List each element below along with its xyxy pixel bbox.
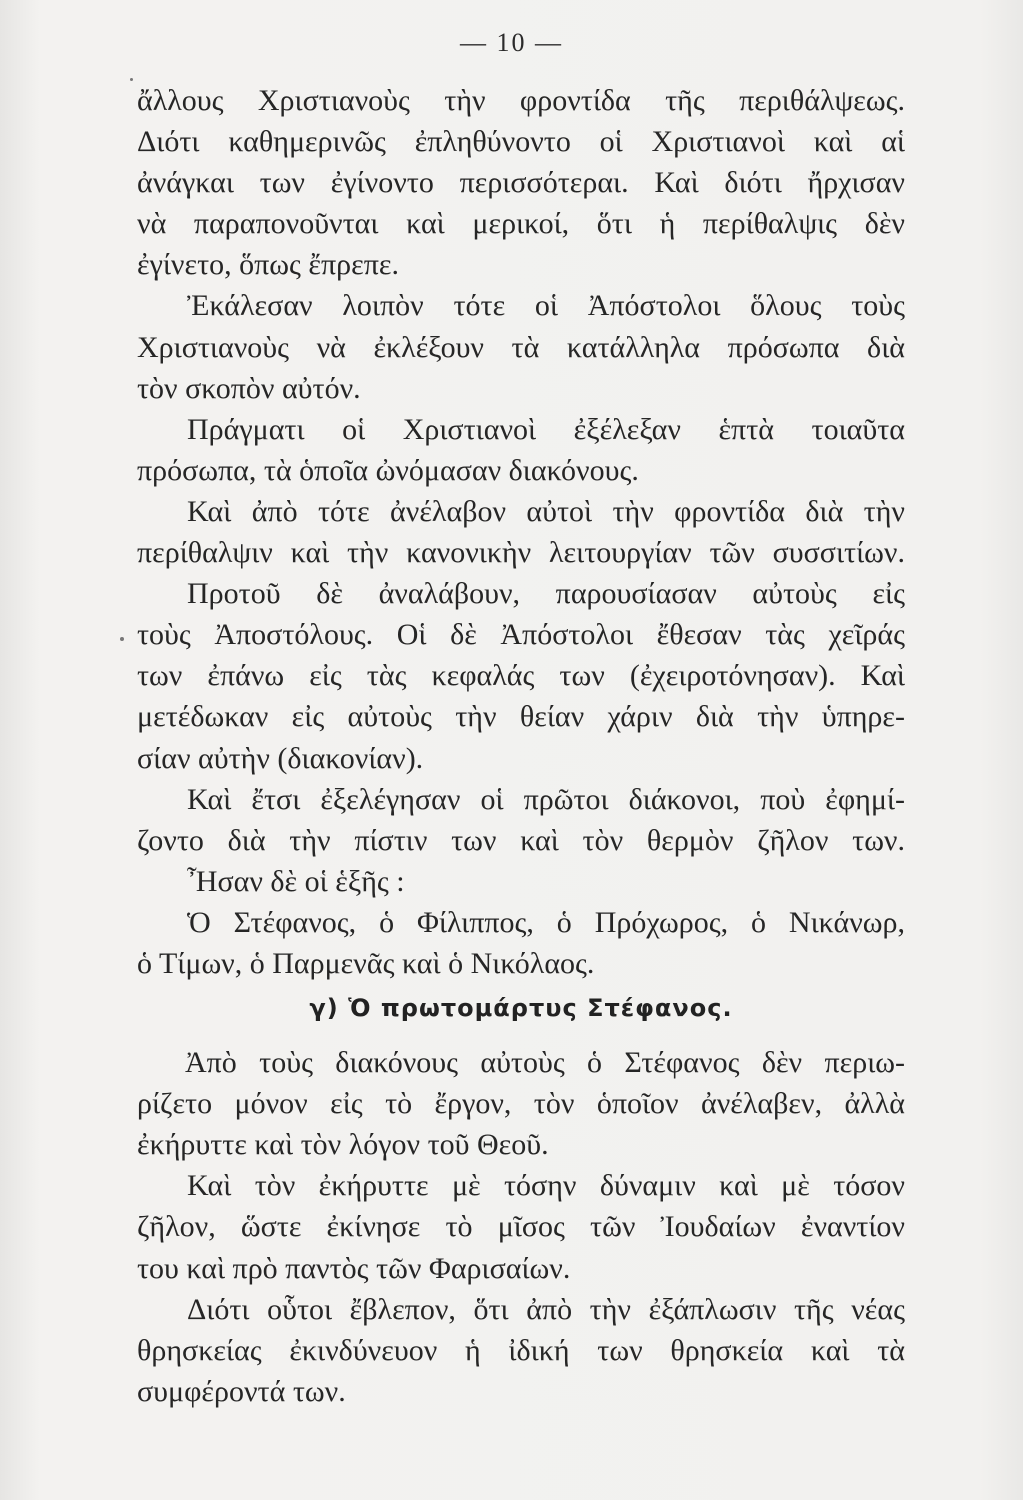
paragraph-first-line: Προτοῦ δὲ ἀναλάβουν, παρουσίασαν αὐτοὺς εἰς xyxy=(187,577,905,611)
text-line: ἀνάγκαι των ἐγίνοντο περισσότεραι. Καὶ διότι ἤρχισαν xyxy=(137,166,905,200)
text-line: του καὶ πρὸ παντὸς τῶν Φαρισαίων. xyxy=(137,1251,571,1285)
text-line: Χριστιανοὺς νὰ ἐκλέξουν τὰ κατάλληλα πρόσωπα διὰ xyxy=(137,330,905,364)
section-heading: γ) Ὁ πρωτομάρτυς Στέφανος. xyxy=(309,994,733,1023)
text-line: ζῆλον, ὥστε ἐκίνησε τὸ μῖσος τῶν Ἰουδαίων ἐναντίον xyxy=(137,1210,905,1244)
text-line: τοὺς Ἀποστόλους. Οἱ δὲ Ἀπόστολοι ἔθεσαν τὰς χεῖράς xyxy=(137,618,905,652)
text-line: πρόσωπα, τὰ ὁποῖα ὠνόμασαν διακόνους. xyxy=(137,453,639,487)
paragraph-first-line: Πράγματι οἱ Χριστιανοὶ ἐξέλεξαν ἑπτὰ τοιαῦτα xyxy=(187,412,905,446)
text-line: Διότι καθημερινῶς ἐπληθύνοντο οἱ Χριστιανοὶ καὶ αἱ xyxy=(137,125,905,159)
text-line: ὁ Τίμων, ὁ Παρμενᾶς καὶ ὁ Νικόλαος. xyxy=(137,946,595,980)
paragraph-first-line: Ἐκάλεσαν λοιπὸν τότε οἱ Ἀπόστολοι ὅλους τοὺς xyxy=(187,289,905,323)
text-line: των ἐπάνω εἰς τὰς κεφαλάς των (ἐχειροτόνησαν). Καὶ xyxy=(137,659,905,693)
page-number: — 10 — xyxy=(460,28,563,57)
text-line: νὰ παραπονοῦνται καὶ μερικοί, ὅτι ἡ περίθαλψις δὲν xyxy=(137,207,905,241)
body-text xyxy=(137,80,905,1412)
paragraph-first-line: Διότι οὗτοι ἔβλεπον, ὅτι ἀπὸ τὴν ἐξάπλωσιν τῆς νέας xyxy=(187,1292,905,1326)
text-line: ἐγίνετο, ὅπως ἔπρεπε. xyxy=(137,248,399,282)
text-line: ζοντο διὰ τὴν πίστιν των καὶ τὸν θερμὸν ζῆλον των. xyxy=(137,823,905,857)
text-line: τὸν σκοπὸν αὐτόν. xyxy=(137,371,361,405)
paragraph-first-line: Καὶ τὸν ἐκήρυττε μὲ τόσην δύναμιν καὶ μὲ τόσον xyxy=(187,1169,905,1203)
paragraph-first-line: Ἦσαν δὲ οἱ ἑξῆς : xyxy=(187,864,405,898)
text-line: θρησκείας ἐκινδύνευον ἡ ἰδική των θρησκεία καὶ τὰ xyxy=(137,1333,905,1367)
text-line: συμφέροντά των. xyxy=(137,1374,346,1408)
text-line: μετέδωκαν εἰς αὐτοὺς τὴν θείαν χάριν διὰ τὴν ὑπηρε- xyxy=(137,700,905,734)
text-line: ρίζετο μόνον εἰς τὸ ἔργον, τὸν ὁποῖον ἀνέλαβεν, ἀλλὰ xyxy=(137,1087,905,1121)
scan-speck xyxy=(120,637,124,641)
paragraph-first-line: Ἀπὸ τοὺς διακόνους αὐτοὺς ὁ Στέφανος δὲν περιω- xyxy=(185,1046,905,1080)
text-line: ἄλλους Χριστιανοὺς τὴν φροντίδα τῆς περιθάλψεως. xyxy=(137,84,905,117)
paragraph-first-line: Καὶ ἔτσι ἐξελέγησαν οἱ πρῶτοι διάκονοι, ποὺ ἐφημί- xyxy=(187,782,905,816)
text-line: σίαν αὐτὴν (διακονίαν). xyxy=(137,741,424,775)
paragraph-first-line: Καὶ ἀπὸ τότε ἀνέλαβον αὐτοὶ τὴν φροντίδα διὰ τὴν xyxy=(187,494,905,528)
text-line: ἐκήρυττε καὶ τὸν λόγον τοῦ Θεοῦ. xyxy=(137,1128,549,1162)
paragraph-first-line: Ὁ Στέφανος, ὁ Φίλιππος, ὁ Πρόχωρος, ὁ Νικάνωρ, xyxy=(187,905,905,939)
scan-speck xyxy=(130,78,133,81)
text-line: περίθαλψιν καὶ τὴν κανονικὴν λειτουργίαν τῶν συσσιτίων. xyxy=(137,536,905,570)
